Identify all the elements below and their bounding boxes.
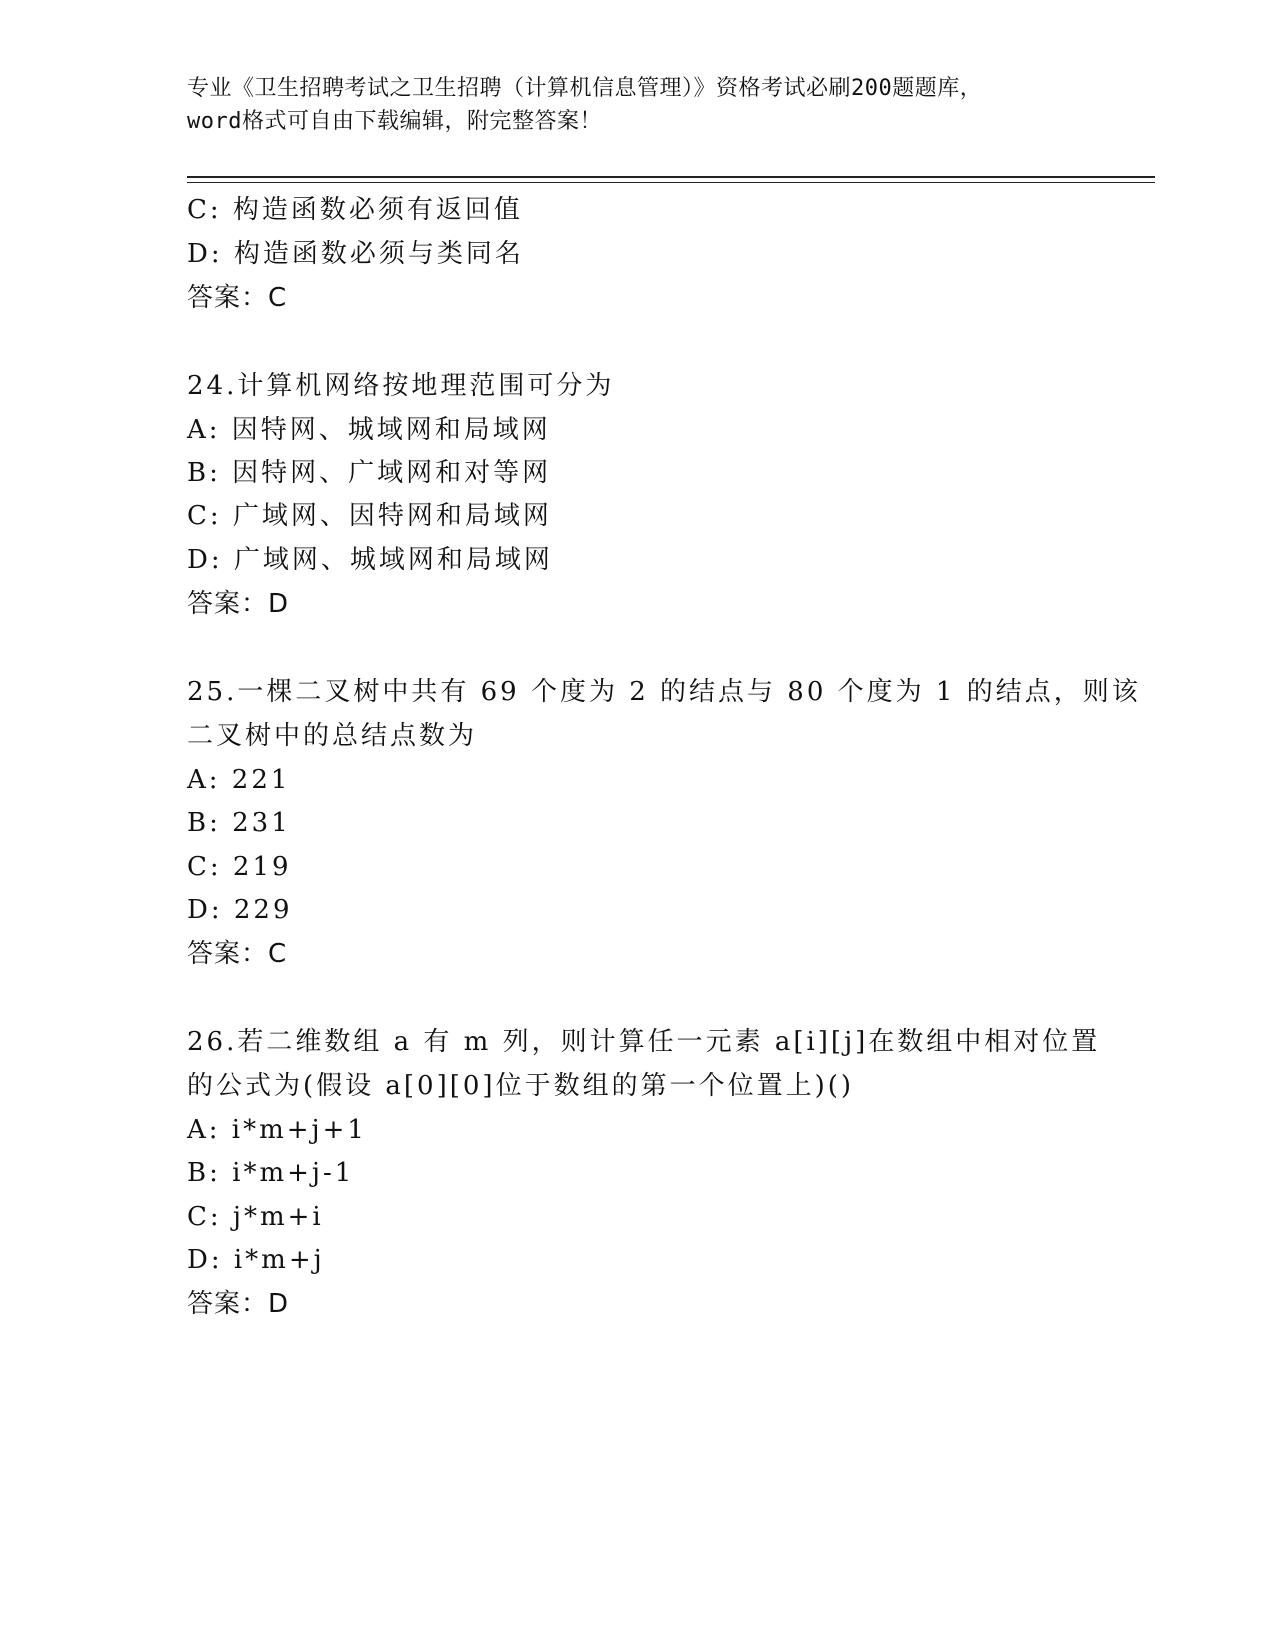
header-divider-thin (187, 182, 1155, 183)
q26-option-d: D: i*m+j (187, 1245, 325, 1275)
q24-answer: 答案：D (187, 589, 290, 619)
q25-question-line-2: 二叉树中的总结点数为 (187, 721, 478, 751)
q25-question-line-1: 25.一棵二叉树中共有 69 个度为 2 的结点与 80 个度为 1 的结点，则该 (187, 677, 1141, 707)
q24-option-c: C: 广域网、因特网和局域网 (187, 501, 552, 531)
q24-option-d: D: 广域网、城域网和局域网 (187, 545, 553, 575)
q26-option-a: A: i*m+j+1 (187, 1115, 367, 1145)
q23-option-c: C: 构造函数必须有返回值 (187, 195, 523, 225)
q24-option-a: A: 因特网、城域网和局域网 (187, 415, 551, 445)
q24-option-b: B: 因特网、广域网和对等网 (187, 458, 552, 488)
q25-answer: 答案：C (187, 939, 288, 969)
q26-option-b: B: i*m+j-1 (187, 1158, 355, 1188)
q25-option-d: D: 229 (187, 895, 293, 925)
q26-answer: 答案：D (187, 1289, 290, 1319)
q26-question-line-1: 26.若二维数组 a 有 m 列，则计算任一元素 a[i][j]在数组中相对位置 (187, 1027, 1101, 1057)
q25-option-c: C: 219 (187, 852, 292, 882)
header-title-line-2: word格式可自由下载编辑，附完整答案！ (187, 109, 602, 134)
q26-question-line-2: 的公式为(假设 a[0][0]位于数组的第一个位置上)() (187, 1071, 854, 1101)
q24-question: 24.计算机网络按地理范围可分为 (187, 371, 615, 401)
document-header (187, 72, 1087, 138)
q25-option-a: A: 221 (187, 765, 291, 795)
header-title-line-1: 专业《卫生招聘考试之卫生招聘（计算机信息管理）》资格考试必刷200题题库， (187, 76, 983, 101)
header-divider-thick (187, 176, 1155, 178)
q23-option-d: D: 构造函数必须与类同名 (187, 239, 524, 269)
q25-option-b: B: 231 (187, 808, 291, 838)
q23-answer: 答案：C (187, 283, 288, 313)
q26-option-c: C: j*m+i (187, 1202, 324, 1232)
